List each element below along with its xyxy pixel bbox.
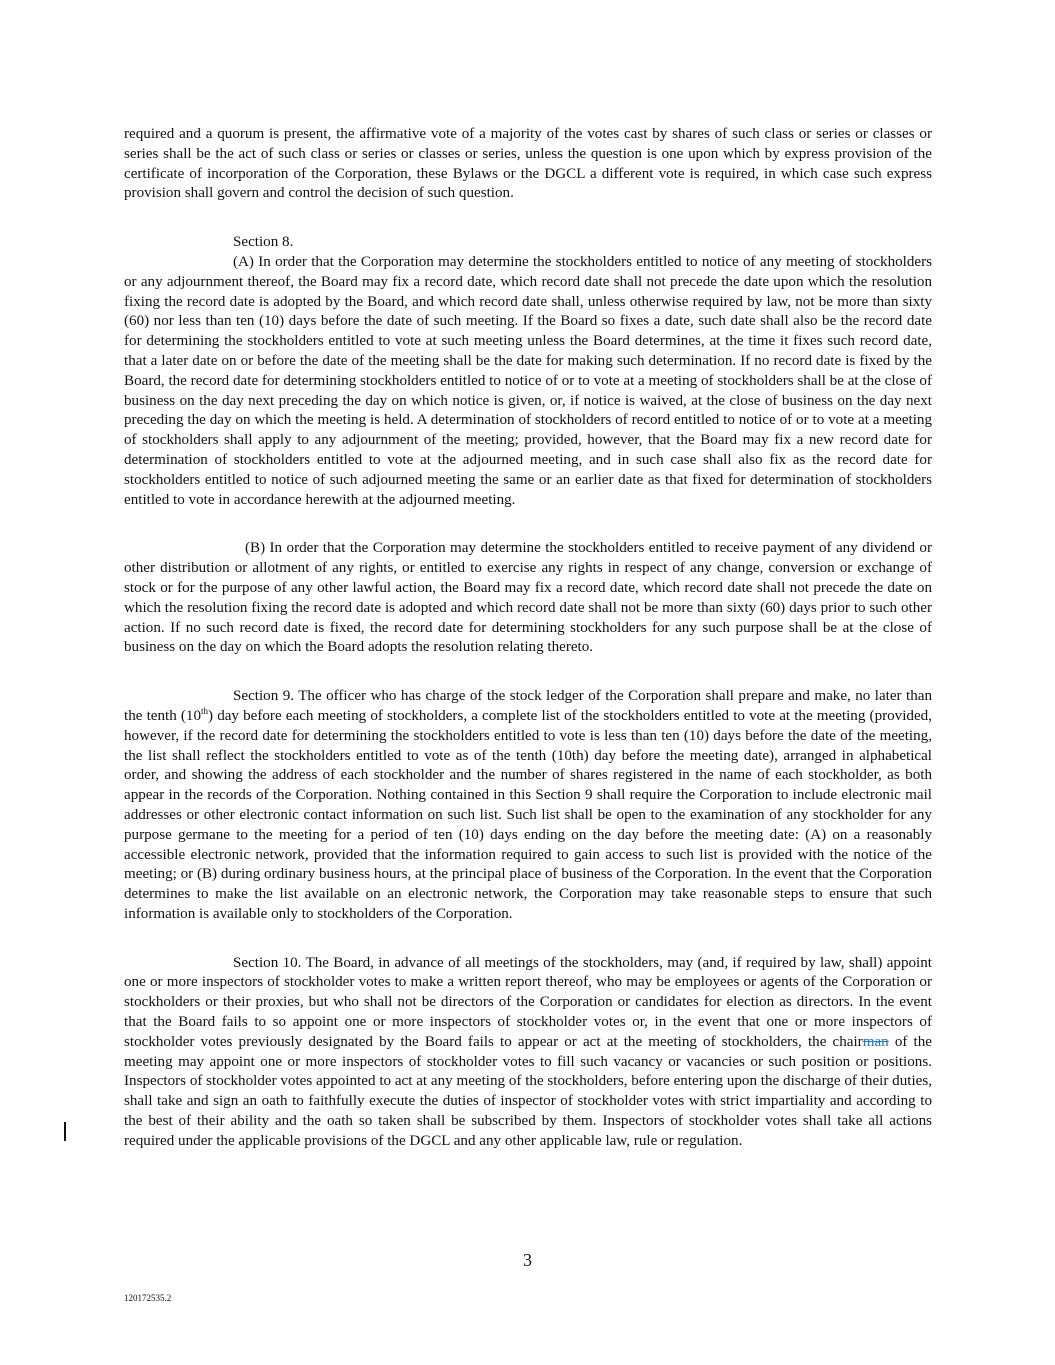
section-8-heading: Section 8.	[233, 234, 294, 251]
section-8-paragraph-b: (B) In order that the Corporation may determine the stockholders entitled to receive payment of any dividend or other distribution or allotment of any rights, or entitled to exercise any rights in respect of any change, conversion or exchange of stock or for the purpose of any other lawful action, the Board may fix a record date, which record date shall not precede the date on which the resolution fixing the record date is adopted and which record date shall not be more than sixty (60) days prior to such other action. If no such record date is fixed, the record date for determining stockholders for any such purpose shall be at the close of business on the day on which the Board adopts the resolution relating thereto.	[124, 540, 932, 656]
superscript-th: th	[201, 705, 209, 716]
section-10-paragraph	[124, 954, 932, 1152]
page-number: 3	[523, 1250, 532, 1270]
section-8-paragraph-a: (A) In order that the Corporation may determine the stockholders entitled to notice of any meeting of stockholders or any adjournment thereof, the Board may fix a record date, which record date shall not precede the date upon which the resolution fixing the record date is adopted by the Board, and which record date shall, unless otherwise required by law, not be more than sixty (60) nor less than ten (10) days before the date of such meeting. If the Board so fixes a date, such date shall also be the record date for determining the stockholders entitled to vote at such meeting unless the Board determines, at the time it fixes such record date, that a later date on or before the date of the meeting shall be the date for making such determination. If no record date is fixed by the Board, the record date for determining stockholders entitled to notice of or to vote at a meeting of stockholders shall be at the close of business on the day next preceding the day on which notice is given, or, if notice is waived, at the close of business on the day next preceding the day on which the meeting is held. A determination of stockholders of record entitled to notice of or to vote at a meeting of stockholders shall apply to any adjournment of the meeting; provided, however, that the Board may fix a new record date for determination of stockholders entitled to vote at the adjourned meeting, and in such case shall also fix as the record date for stockholders entitled to notice of such adjourned meeting the same or an earlier date as that fixed for determination of stockholders entitled to vote in accordance herewith at the adjourned meeting.	[124, 253, 932, 508]
intro-paragraph: required and a quorum is present, the affirmative vote of a majority of the votes cast by shares of such class or series or classes or series shall be the act of such class or series or classes or series, unless the question is one upon which by express provision of the certificate of incorporation of the Corporation, these Bylaws or the DGCL a different vote is required, in which case such express provision shall govern and control the decision of such question.	[124, 126, 932, 202]
section-9-text-end: ) day before each meeting of stockholders, a complete list of the stockholders entitled to vote at the meeting (provided, however, if the record date for determining the stockholders entitled to vote is less than ten (10) days before the date of the meeting, the list shall reflect the stockholders entitled to vote as of the tenth (10th) day before the meeting date), arranged in alphabetical order, and showing the address of each stockholder and the number of shares registered in the name of each stockholder, as both appear in the records of the Corporation. Nothing contained in this Section 9 shall require the Corporation to include electronic mail addresses or other electronic contact information on such list. Such list shall be open to the examination of any stockholder for any purpose germane to the meeting for a period of ten (10) days ending on the day before the meeting date: (A) on a reasonably accessible electronic network, provided that the information required to gain access to such list is provided with the notice of the meeting; or (B) during ordinary business hours, at the principal place of business of the Corporation. In the event that the Corporation determines to make the list available on an electronic network, the Corporation may take reasonable steps to ensure that such information is available only to stockholders of the Corporation.	[124, 707, 932, 922]
section-9-text-start: Section 9. The officer who has charge of the stock ledger of the Corporation shall prepare and make, no later than the tenth (10	[124, 688, 932, 724]
revision-change-bar	[64, 1122, 66, 1141]
section-9-paragraph	[124, 687, 932, 925]
document-page	[124, 125, 932, 1152]
tracked-deletion: man	[862, 1033, 889, 1050]
document-id-footer: 120172535.2	[124, 1293, 172, 1303]
section-10-text-end: of the meeting may appoint one or more inspectors of stockholder votes to fill such vacancy or vacancies or such position or positions. Inspectors of stockholder votes appointed to act at any meeting of the stockholders, before entering upon the discharge of their duties, shall take and sign an oath to faithfully execute the duties of inspector of stockholder votes with strict impartiality and according to the best of their ability and the oath so taken shall be subscribed by them. Inspectors of stockholder votes shall take all actions required under the applicable provisions of the DGCL and any other applicable law, rule or regulation.	[124, 1033, 933, 1149]
section-10-text-start: Section 10. The Board, in advance of all meetings of the stockholders, may (and, if required by law, shall) appoint one or more inspectors of stockholder votes to make a written report thereof, who may be employees or agents of the Corporation or stockholders or their proxies, but who shall not be directors of the Corporation or candidates for election as directors. In the event that the Board fails to so appoint one or more inspectors of stockholder votes or, in the event that one or more inspectors of stockholder votes previously designated by the Board fails to appear or act at the meeting of stockholders, the chair	[124, 954, 932, 1050]
